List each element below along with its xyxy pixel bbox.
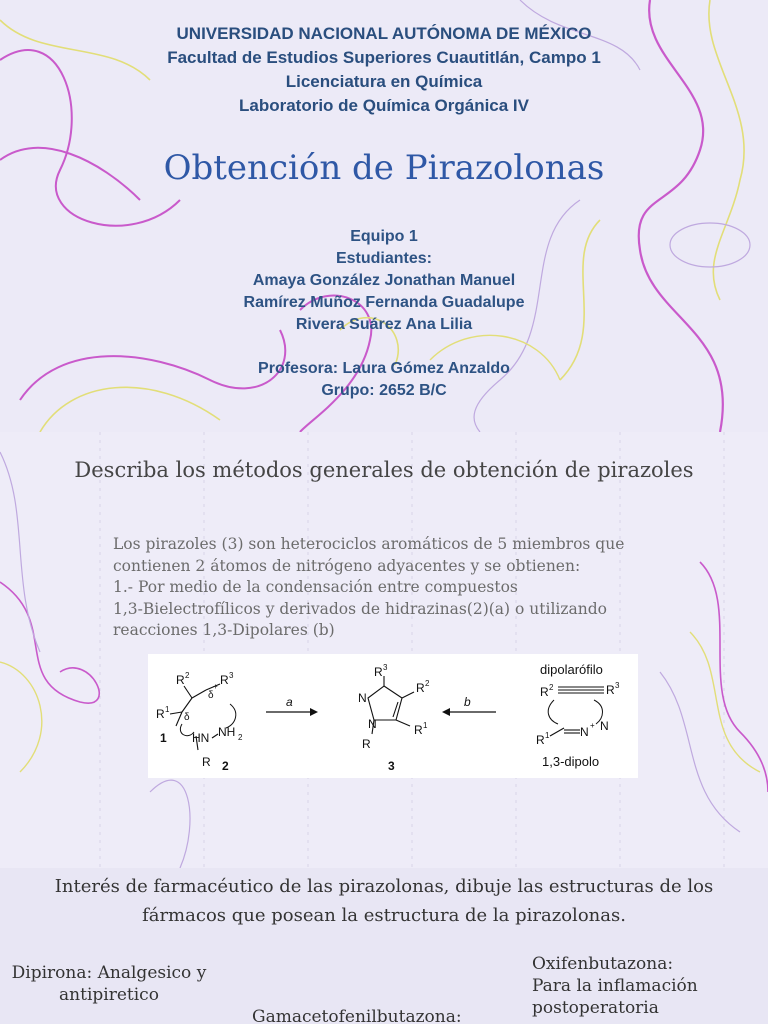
substituent-label: R [220,673,229,687]
dipole-bonds [550,728,580,736]
drug-oxifenbutazona: Oxifenbutazona: Para la inflamación postoperatoria [532,954,698,1018]
substituent-label: R [156,707,165,721]
paragraph-line: contienen 2 átomos de nitrógeno adyacentes y se obtienen: [113,556,581,575]
substituent-label: R [362,737,371,751]
dipole-label: 1,3-dipolo [542,754,600,769]
methods-paragraph [113,534,673,642]
degree-name: Licenciatura en Química [285,72,483,91]
pharma-slide [0,868,768,1024]
dipolarophile-label: dipolarófilo [540,662,603,677]
svg-text:2: 2 [425,679,430,688]
paragraph-line: Los pirazoles (3) son heterociclos aromáticos de 5 miembros que [113,535,625,553]
svg-text:3: 3 [383,663,388,672]
svg-text:2: 2 [549,683,554,692]
substituent-label: R [374,665,383,679]
svg-text:2: 2 [238,733,243,742]
svg-text:1: 1 [165,705,170,714]
ring-nitrogen: N [358,691,367,705]
svg-text:3: 3 [229,671,234,680]
paragraph-line: reacciones 1,3-Dipolares (b) [113,621,335,639]
lab-name: Laboratorio de Química Orgánica IV [238,96,529,115]
substituent-label: R [540,685,549,699]
svg-text:1: 1 [545,731,550,740]
substituent-label: R [606,683,615,697]
university-name: UNIVERSIDAD NACIONAL AUTÓNOMA DE MÉXICO [176,24,592,43]
svg-text:2: 2 [185,671,190,680]
substituent-label: R [176,673,185,687]
teacher-name: Profesora: Laura Gómez Anzaldo [258,360,510,377]
question-heading [20,872,748,930]
arrow-b-label: b [464,695,471,709]
arrow-b [442,708,496,716]
hydrazine-nh: HN [192,731,210,745]
svg-text:+: + [213,682,218,691]
substituent-label: R [202,755,211,769]
alkyne-bond [558,687,604,693]
team-info [0,226,768,402]
page-title: Obtención de Pirazolonas [163,148,605,188]
compound-label: 1 [160,731,167,745]
compound-label: 3 [388,759,395,773]
student-name: Ramírez Muñoz Fernanda Guadalupe [243,294,525,311]
team-name: Equipo 1 [350,228,418,245]
svg-text:δ: δ [208,690,214,701]
reaction-scheme [148,654,638,778]
ring-nitrogen: N [368,717,377,731]
question-line: Interés de farmacéutico de las pirazolonas, dibuje las estructuras de los [54,876,714,897]
svg-text:δ: δ [184,712,190,723]
student-name: Amaya González Jonathan Manuel [252,272,516,289]
dipole-nitrogen: N [580,725,589,739]
hydrazine-nh2: NH [218,725,236,739]
faculty-name: Facultad de Estudios Superiores Cuautitlán, Campo 1 [167,48,601,67]
drug-gamacetofenilbutazona: Gamacetofenilbutazona: [252,1007,462,1024]
substituent-label: R [414,723,423,737]
arrow-a-label: a [286,695,293,709]
decorative-lines [0,432,768,868]
question-line: fármacos que posean la estructura de la pirazolonas. [142,905,626,926]
svg-text:3: 3 [615,681,620,690]
substituent-label: R [416,681,425,695]
student-name: Rivera Suárez Ana Lilia [295,316,473,333]
dipole-nitrogen: N [600,719,609,733]
drug-dipirona: Dipirona: Analgesico y antipiretico [11,963,207,1005]
title-slide [0,0,768,432]
students-label: Estudiantes: [335,250,432,267]
arrow-a [266,708,318,716]
svg-text:1: 1 [423,721,428,730]
group-name: Grupo: 2652 B/C [321,382,447,399]
paragraph-line: 1,3-Bielectrofílicos y derivados de hidrazinas(2)(a) o utilizando [113,599,608,618]
paragraph-line: 1.- Por medio de la condensación entre compuestos [113,578,518,596]
methods-slide [0,432,768,868]
substituent-label: R [536,733,545,747]
university-header [0,22,768,118]
question-heading: Describa los métodos generales de obtención de pirazoles [74,458,694,482]
compound-label: 2 [222,759,229,773]
svg-text:+: + [590,721,595,730]
